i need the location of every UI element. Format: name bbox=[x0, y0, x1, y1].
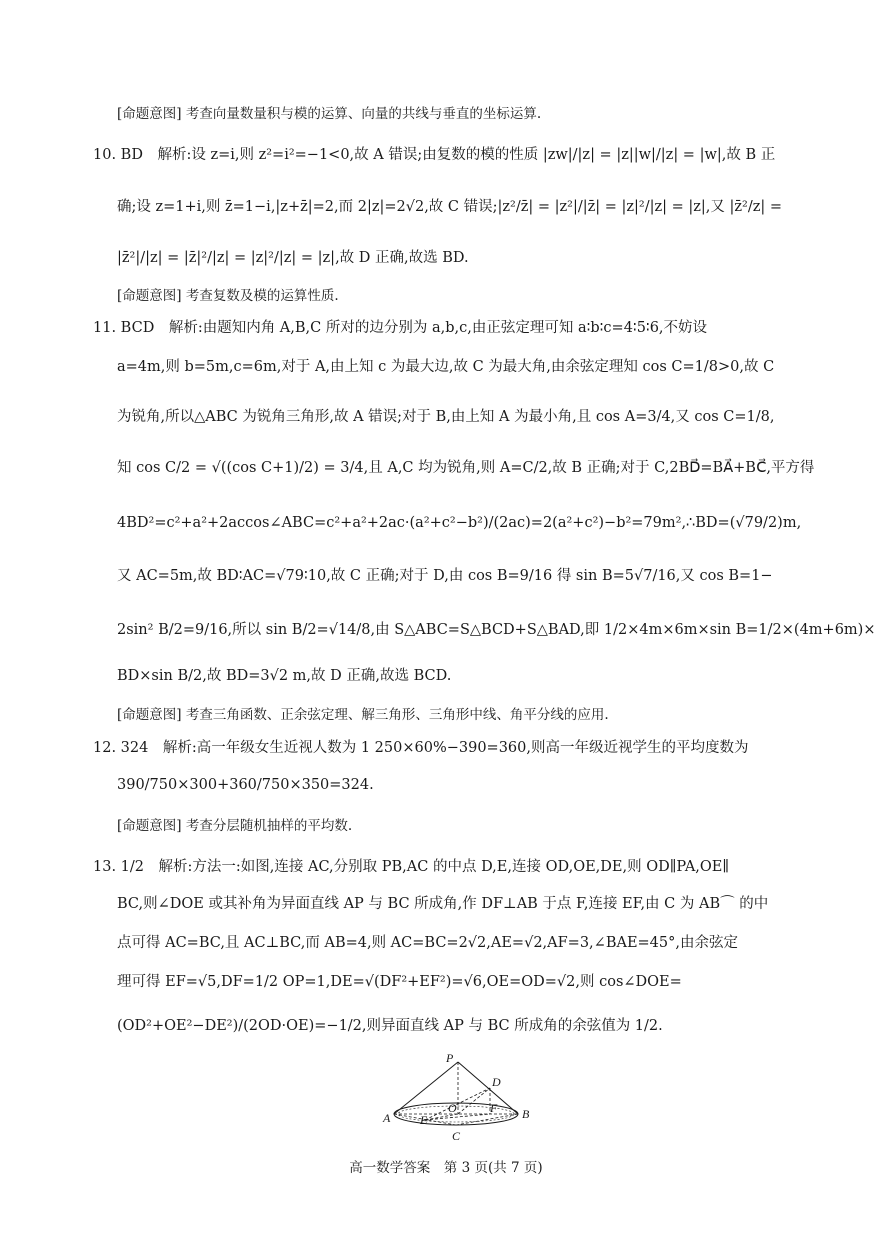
cone-figure bbox=[380, 1050, 540, 1146]
note-intent-10: [命题意图] 考查复数及模的运算性质. bbox=[117, 288, 339, 304]
label-O: O bbox=[448, 1101, 457, 1115]
answer-10-line-3: |z̄²|/|z| = |z̄|²/|z| = |z|²/|z| = |z|,故 D 正确,故选 BD. bbox=[117, 250, 469, 266]
label-P: P bbox=[446, 1051, 454, 1065]
page-footer: 高一数学答案 第 3 页(共 7 页) bbox=[349, 1160, 543, 1176]
answer-12-line-1: 12. 324 解析:高一年级女生近视人数为 1 250×60%−390=360,则高一年级近视学生的平均度数为 bbox=[93, 740, 749, 756]
answer-12-line-2: 390/750×300+360/750×350=324. bbox=[117, 777, 374, 793]
label-B: B bbox=[522, 1107, 530, 1121]
answer-11-line-2: a=4m,则 b=5m,c=6m,对于 A,由上知 c 为最大边,故 C 为最大角,由余弦定理知 cos C=1/8>0,故 C bbox=[117, 359, 775, 375]
answer-11-line-8: BD×sin B/2,故 BD=3√2 m,故 D 正确,故选 BCD. bbox=[117, 668, 452, 684]
answer-13-line-2: BC,则∠DOE 或其补角为异面直线 AP 与 BC 所成角,作 DF⊥AB 于点 F,连接 EF,由 C 为 AB⌒ 的中 bbox=[117, 896, 769, 912]
answer-11-line-1: 11. BCD 解析:由题知内角 A,B,C 所对的边分别为 a,b,c,由正弦定理可知 a∶b∶c=4∶5∶6,不妨设 bbox=[93, 320, 708, 336]
note-intent-9: [命题意图] 考查向量数量积与模的运算、向量的共线与垂直的坐标运算. bbox=[117, 106, 542, 122]
answer-11-line-4: 知 cos C/2 = √((cos C+1)/2) = 3/4,且 A,C 均为锐角,则 A=C/2,故 B 正确;对于 C,2BD⃗=BA⃗+BC⃗,平方得 bbox=[117, 460, 815, 476]
answer-13-line-5: (OD²+OE²−DE²)/(2OD·OE)=−1/2,则异面直线 AP 与 BC 所成角的余弦值为 1/2. bbox=[117, 1018, 663, 1034]
answer-11-line-6: 又 AC=5m,故 BD∶AC=√79∶10,故 C 正确;对于 D,由 cos B=9/16 得 sin B=5√7/16,又 cos B=1− bbox=[117, 568, 773, 584]
note-intent-12: [命题意图] 考查分层随机抽样的平均数. bbox=[117, 818, 353, 834]
answer-13-line-3: 点可得 AC=BC,且 AC⊥BC,而 AB=4,则 AC=BC=2√2,AE=√2,AF=3,∠BAE=45°,由余弦定 bbox=[117, 935, 738, 951]
answer-10-line-1: 10. BD 解析:设 z=i,则 z²=i²=−1<0,故 A 错误;由复数的模的性质 |zw|/|z| = |z||w|/|z| = |w|,故 B 正 bbox=[93, 147, 776, 163]
answer-11-line-3: 为锐角,所以△ABC 为锐角三角形,故 A 错误;对于 B,由上知 A 为最小角,且 cos A=3/4,又 cos C=1/8, bbox=[117, 409, 775, 425]
label-E: E bbox=[420, 1113, 428, 1127]
label-A: A bbox=[383, 1111, 391, 1125]
answer-11-line-7: 2sin² B/2=9/16,所以 sin B/2=√14/8,由 S△ABC=S△BCD+S△BAD,即 1/2×4m×6m×sin B=1/2×(4m+6m)× bbox=[117, 622, 876, 638]
label-D: D bbox=[492, 1075, 501, 1089]
answer-13-line-1: 13. 1/2 解析:方法一:如图,连接 AC,分别取 PB,AC 的中点 D,E,连接 OD,OE,DE,则 OD∥PA,OE∥ bbox=[93, 859, 730, 875]
note-intent-11: [命题意图] 考查三角函数、正余弦定理、解三角形、三角形中线、角平分线的应用. bbox=[117, 707, 609, 723]
answer-10-line-2: 确;设 z=1+i,则 z̄=1−i,|z+z̄|=2,而 2|z|=2√2,故 C 错误;|z²/z̄| = |z²|/|z̄| = |z|²/|z| = |z|,又 |z̄²/z| = bbox=[117, 199, 783, 215]
answer-13-line-4: 理可得 EF=√5,DF=1/2 OP=1,DE=√(DF²+EF²)=√6,OE=OD=√2,则 cos∠DOE= bbox=[117, 974, 682, 990]
answer-11-line-5: 4BD²=c²+a²+2accos∠ABC=c²+a²+2ac·(a²+c²−b²)/(2ac)=2(a²+c²)−b²=79m²,∴BD=(√79/2)m, bbox=[117, 515, 802, 531]
label-C: C bbox=[452, 1129, 461, 1143]
label-F: F bbox=[490, 1101, 498, 1115]
